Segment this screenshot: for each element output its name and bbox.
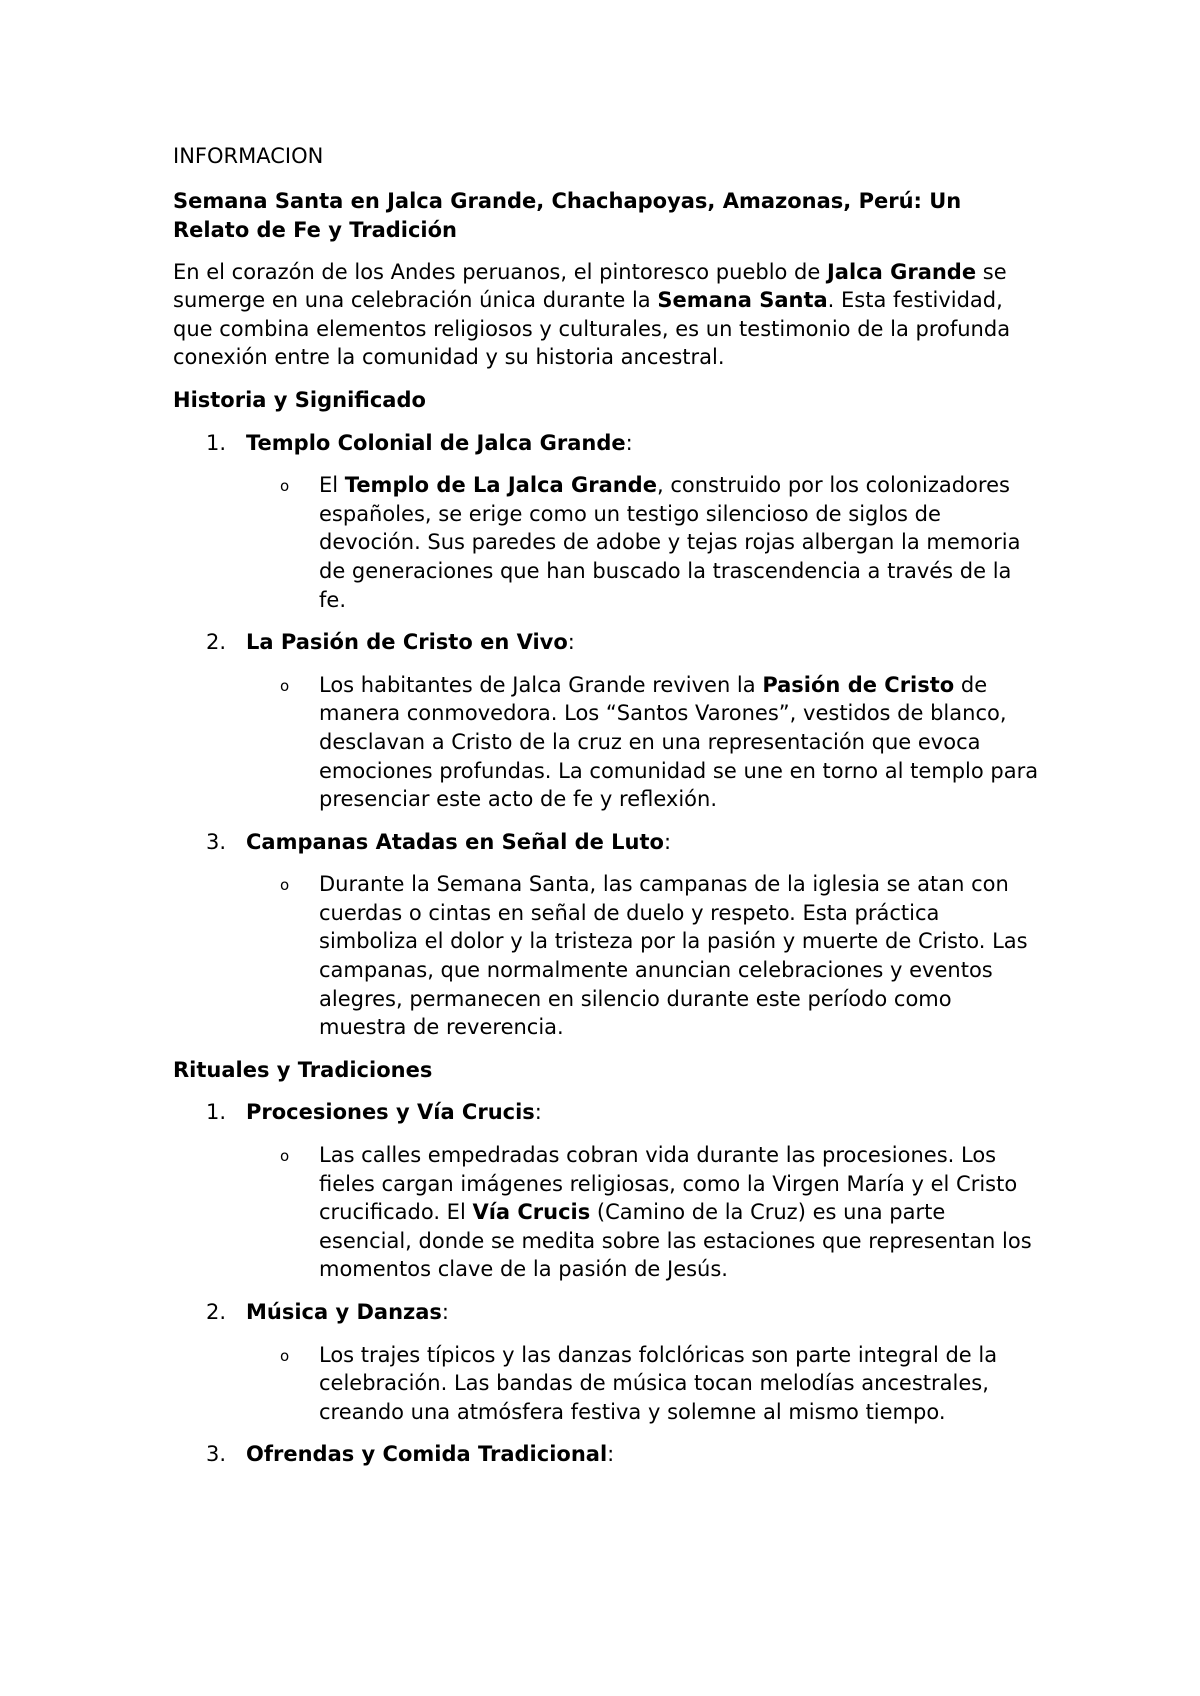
bullet-bold: Vía Crucis xyxy=(472,1200,591,1225)
bullet-text: Las calles empedradas cobran vida durante las procesiones. Los fieles cargan imágenes religiosas, como la Virgen María y el Cristo crucificado. El xyxy=(319,1143,1018,1225)
item-title xyxy=(173,1440,1040,1469)
item-title xyxy=(173,429,1040,458)
item-title xyxy=(173,1298,1040,1327)
item-title-text: Campanas Atadas en Señal de Luto xyxy=(246,829,664,854)
bullet-icon: o xyxy=(280,676,290,695)
list-item xyxy=(173,1098,1040,1284)
bullet-bold: Templo de La Jalca Grande xyxy=(344,473,657,498)
numbered-list xyxy=(173,1098,1040,1469)
item-colon: : xyxy=(567,630,575,655)
list-item xyxy=(173,429,1040,615)
intro-text: En el corazón de los Andes peruanos, el pintoresco pueblo de xyxy=(173,259,827,284)
intro-text: se sumerge en una celebración única durante la xyxy=(173,259,1007,313)
bullet-icon: o xyxy=(280,1147,290,1166)
bullet-item xyxy=(173,671,1040,814)
item-colon: : xyxy=(663,829,672,854)
item-colon: : xyxy=(625,430,633,455)
intro-bold-event: Semana Santa xyxy=(657,288,828,313)
bullet-bold: Pasión de Cristo xyxy=(762,672,955,697)
bullet-item xyxy=(173,1141,1040,1284)
item-title xyxy=(173,628,1040,657)
item-title-text: La Pasión de Cristo en Vivo xyxy=(246,630,568,655)
list-item xyxy=(173,828,1040,1042)
item-number: 2. xyxy=(206,1300,227,1324)
item-title xyxy=(173,828,1040,857)
item-number: 3. xyxy=(206,1442,227,1467)
item-title-text: Ofrendas y Comida Tradicional xyxy=(246,1442,608,1467)
bullet-text: El xyxy=(319,473,345,498)
item-number: 2. xyxy=(206,630,227,655)
bullet-text: (Camino de la Cruz) es una parte esencial, donde se medita sobre las estaciones que representan los momentos clave de la pasión de Jesús. xyxy=(319,1200,1032,1282)
document-title: Semana Santa en Jalca Grande, Chachapoyas, Amazonas, Perú: Un Relato de Fe y Tradición xyxy=(173,188,962,242)
item-number: 3. xyxy=(206,829,227,854)
bullet-list xyxy=(173,1341,1040,1427)
item-title-text: Procesiones y Vía Crucis xyxy=(246,1100,535,1125)
item-title-text: Templo Colonial de Jalca Grande xyxy=(246,430,626,455)
bullet-icon: o xyxy=(280,477,290,496)
bullet-text: Los habitantes de Jalca Grande reviven la xyxy=(319,672,763,697)
bullet-item xyxy=(173,870,1040,1042)
bullet-list xyxy=(173,671,1040,814)
bullet-text: Los trajes típicos y las danzas folclóricas son parte integral de la celebración. Las bandas de música tocan melodías ancestrales, creando una atmósfera festiva y solemne al mismo tiempo. xyxy=(319,1342,998,1424)
item-title xyxy=(173,1098,1040,1127)
section-rituales xyxy=(173,1056,1040,1469)
section-historia xyxy=(173,386,1040,1042)
section-heading: Historia y Significado xyxy=(173,387,426,412)
bullet-list xyxy=(173,471,1040,614)
bullet-list xyxy=(173,1141,1040,1284)
item-number: 1. xyxy=(206,1100,227,1125)
bullet-text: Durante la Semana Santa, las campanas de la iglesia se atan con cuerdas o cintas en señal de duelo y respeto. Esta práctica simboliza el dolor y la tristeza por la pasión y muerte de Cristo. Las campanas, que normalmente anuncian celebraciones y eventos alegres, permanecen en silencio durante este período como muestra de reverencia. xyxy=(319,872,1028,1040)
bullet-text: de manera conmovedora. Los “Santos Varones”, vestidos de blanco, desclavan a Cristo de la cruz en una representación que evoca emociones profundas. La comunidad se une en torno al templo para presenciar este acto de fe y reflexión. xyxy=(319,672,1039,812)
bullet-icon: o xyxy=(280,1346,290,1365)
intro-paragraph xyxy=(173,258,1040,372)
section-heading: Rituales y Tradiciones xyxy=(173,1057,433,1082)
bullet-item xyxy=(173,1341,1040,1427)
item-number: 1. xyxy=(206,430,227,455)
list-item xyxy=(173,1440,1040,1469)
item-colon: : xyxy=(607,1442,615,1467)
bullet-text: , construido por los colonizadores españoles, se erige como un testigo silencioso de siglos de devoción. Sus paredes de adobe y tejas rojas albergan la memoria de generaciones que han buscado la trascendencia a través de la fe. xyxy=(319,473,1021,612)
numbered-list xyxy=(173,429,1040,1042)
document-label: INFORMACION xyxy=(173,144,324,168)
intro-text: . Esta festividad, que combina elementos religiosos y culturales, es un testimonio de la profunda conexión entre la comunidad y su historia ancestral. xyxy=(173,288,1011,370)
item-colon: : xyxy=(534,1100,542,1125)
item-colon: : xyxy=(441,1300,449,1324)
item-title-text: Música y Danzas xyxy=(246,1300,442,1324)
bullet-icon: o xyxy=(280,876,290,895)
list-item xyxy=(173,1298,1040,1426)
bullet-item xyxy=(173,471,1040,614)
bullet-list xyxy=(173,870,1040,1042)
list-item xyxy=(173,628,1040,814)
intro-bold-place: Jalca Grande xyxy=(826,259,977,284)
